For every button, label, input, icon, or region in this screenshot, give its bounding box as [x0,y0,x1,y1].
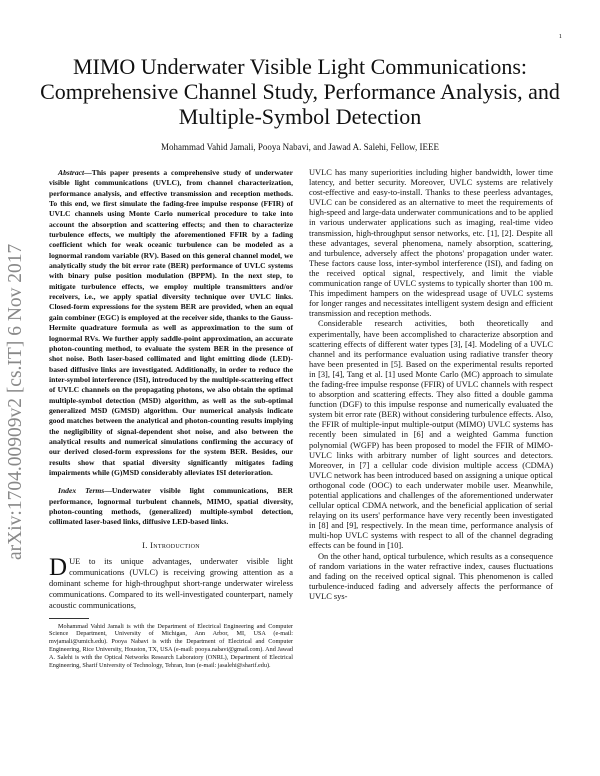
body-paragraph: On the other hand, optical turbulence, which results as a consequence of random variations in the water refractive index, causes fluctuations and fading on the received optical signal. This phenomenon is called turbulence-induced fading and adversely affects the performance of UVLC sys- [309,551,553,601]
paper-title: MIMO Underwater Visible Light Communications: Comprehensive Channel Study, Performance Analysis, and Multiple-Symbol Detection [40,54,560,129]
left-column [49,168,293,670]
abstract: Abstract—This paper presents a comprehensive study of underwater visible light communications (UVLC), from channel characterization, performance analysis, and effective transmission and reception methods. To this end, we first simulate the fading-free impulse response (FFIR) of UVLC channels using Monte Carlo numerical procedure to take into account the absorption and scattering effects; and then to characterize turbulence effects, we multiply the aforementioned FFIR by a fading coefficient which for weak oceanic turbulence can be modeled as a lognormal random variable (RV). Based on this general channel model, we analytically study the bit error rate (BER) performance of UVLC systems with binary pulse position modulation (BPPM). In the next step, to mitigate turbulence effects, we employ multiple transmitters and/or receivers, i.e., we apply spatial diversity technique over UVLC links. Closed-form expressions for the system BER are provided, when an equal gain combiner (EGC) is employed at the receiver side, thanks to the Gauss-Hermite quadrature formula as well as approximation to the sum of lognormal RVs. We further apply saddle-point approximation, an accurate photon-counting method, to evaluate the system BER in the presence of shot noise. Both laser-based collimated and light emitting diode (LED)-based diffusive links are investigated. Additionally, in order to reduce the inter-symbol interference (ISI), introduced by the multiple-scattering effect of UVLC channels on the propagating photons, we also obtain the optimal multiple-symbol detection (MSD) algorithm, as well as the sub-optimal generalized MSD (GMSD) algorithm. Our numerical analysis indicate good matches between the analytical and photon-counting results implying the negligibility of signal-dependent shot noise, and also between the analytical results and numerical simulations confirming the accuracy of our derived closed-form expressions for the system BER. Besides, our results show that spatial diversity significantly mitigates fading impairments while (G)MSD considerably alleviates ISI deterioration. [49,168,293,477]
right-column [309,168,553,602]
index-terms: Index Terms—Underwater visible light communications, BER performance, lognormal turbulent channels, MIMO, spatial diversity, photon-counting methods, (generalized) multiple-symbol detection, collimated laser-based links, diffusive LED-based links. [49,486,294,527]
abstract-label: Abstract [58,168,85,177]
author-footnote: Mohammad Vahid Jamali is with the Department of Electrical Engineering and Computer Science Department, University of Michigan, Ann Arbor, MI, USA (e-mail: mvjamali@umich.edu). Pooya Nabavi is with the Department of Electrical and Computer Engineering, Rice University, Houston, TX, USA (e-mail: pooya.nabavi@gmail.com). And Jawad A. Salehi is with the Optical Networks Research Laboratory (ONRL), Department of Electrical Engineering, Sharif University of Technology, Tehran, Iran (e-mail: jasalehi@sharif.edu). [49,622,293,670]
author-list: Mohammad Vahid Jamali, Pooya Nabavi, and Jawad A. Salehi, Fellow, IEEE [161,142,439,152]
index-terms-text: Underwater visible light communications, BER performance, lognormal turbulent channels, MIMO, spatial diversity, photon-counting methods, (generalized) multiple-symbol detection, collimated laser-based links, diffusive LED-based links. [49,486,294,527]
abstract-text: This paper presents a comprehensive study of underwater visible light communications (UVLC), from channel characterization, performance analysis, and effective transmission and reception methods. To this end, we first simulate the fading-free impulse response (FFIR) of UVLC channels using Monte Carlo numerical procedure to take into account the absorption and scattering effects; and then to characterize turbulence effects, we multiply the aforementioned FFIR by a fading coefficient which for weak oceanic turbulence can be modeled as a lognormal random variable (RV). Based on this general channel model, we analytically study the bit error rate (BER) performance of UVLC systems with binary pulse position modulation (BPPM). In the next step, to mitigate turbulence effects, we employ multiple transmitters and/or receivers, i.e., we apply spatial diversity technique over UVLC links. Closed-form expressions for the system BER are provided, when an equal gain combiner (EGC) is employed at the receiver side, thanks to the Gauss-Hermite quadrature formula as well as approximation to the sum of lognormal RVs. We further apply saddle-point approximation, an accurate photon-counting method, to evaluate the system BER in the presence of shot noise. Both laser-based collimated and light emitting diode (LED)-based diffusive links are investigated. Additionally, in order to reduce the inter-symbol interference (ISI), introduced by the multiple-scattering effect of UVLC channels on the propagating photons, we also obtain the optimal multiple-symbol detection (MSD) algorithm, as well as the sub-optimal generalized MSD (GMSD) algorithm. Our numerical analysis indicate good matches between the analytical and photon-counting results implying the negligibility of signal-dependent shot noise, and also between the analytical results and numerical simulations confirming the accuracy of our derived closed-form expressions for the system BER. Besides, our results show that spatial diversity significantly mitigates fading impairments while (G)MSD considerably alleviates ISI deterioration. [49,168,293,477]
drop-cap: D [49,554,68,582]
section-heading: I. Introduction [142,539,200,550]
arxiv-id: arXiv:1704.00909v2 [cs.IT] 6 Nov 2017 [5,243,26,560]
index-terms-label: Index Terms [58,486,105,496]
page-number: 1 [558,33,562,40]
body-paragraph: Considerable research activities, both theoretically and experimentally, have been accomplished to characterize absorption and scattering effects of different water types [3], [4]. Modeling of a UVLC channel and its performance evaluation using radiative transfer theory have been presented in [5]. Based on the experimental results reported in [3], [4], Tang et al. [1] used Monte Carlo (MC) approach to simulate the fading-free impulse response (FFIR) of UVLC channels with respect to absorption and scattering effects. They also fitted a double gamma function (DGF) to this impulse response and numerically evaluated the system bit error rate (BER) without considering turbulence effects. Also, the FFIR of multiple-input multiple-output (MIMO) UVLC systems has recently been simulated in [6] and a weighted Gamma function polynomial (WGFP) has been proposed to model the FFIR of MIMO-UVLC links with arbitrary number of light sources and detectors. Moreover, in [7] a cellular code division multiple access (CDMA) UVLC network has been introduced based on assigning a unique optical orthogonal code (OOC) to each underwater mobile user. Meanwhile, potential applications and challenges of the aforementioned underwater cellular optical CDMA network, and the beneficial application of serial relaying on its users' performance have very recently been investigated in [8] and [9], respectively. In the mean time, performance analysis of multi-hop UVLC systems with respect to all of the channel degrading effects can be found in [10]. [309,319,553,551]
intro-text: UE to its unique advantages, underwater visible light communications (UVLC) is receiving growing attention as a dominant scheme for high-throughput short-range underwater wireless communications. Compared to its well-investigated counterpart, namely acoustic communications, [49,557,293,611]
intro-paragraph [49,556,293,611]
body-paragraph: UVLC has many superiorities including higher bandwidth, lower time latency, and better security. Moreover, UVLC systems are relatively cost-effective and easy-to-install. Thanks to these peerless advantages, UVLC can be considered as an alternative to meet the requirements of high-speed and large-data underwater communications and to be applied in various underwater applications such as imaging, real-time video transmission, high-throughput sensor networks, etc. [1], [2]. Despite all these advantages, several phenomena, namely absorption, scattering, and turbulence, adversely affect the photons' propagation under water. These factors cause loss, inter-symbol interference (ISI), and fading on the received optical signal, respectively, and limit the viable communication range of UVLC systems to typically shorter than 100 m. This impediment hampers on the widespread usage of UVLC systems for longer ranges and necessitates intelligent system design and efficient transmission and reception methods. [309,168,553,319]
footnote-rule [49,618,89,619]
